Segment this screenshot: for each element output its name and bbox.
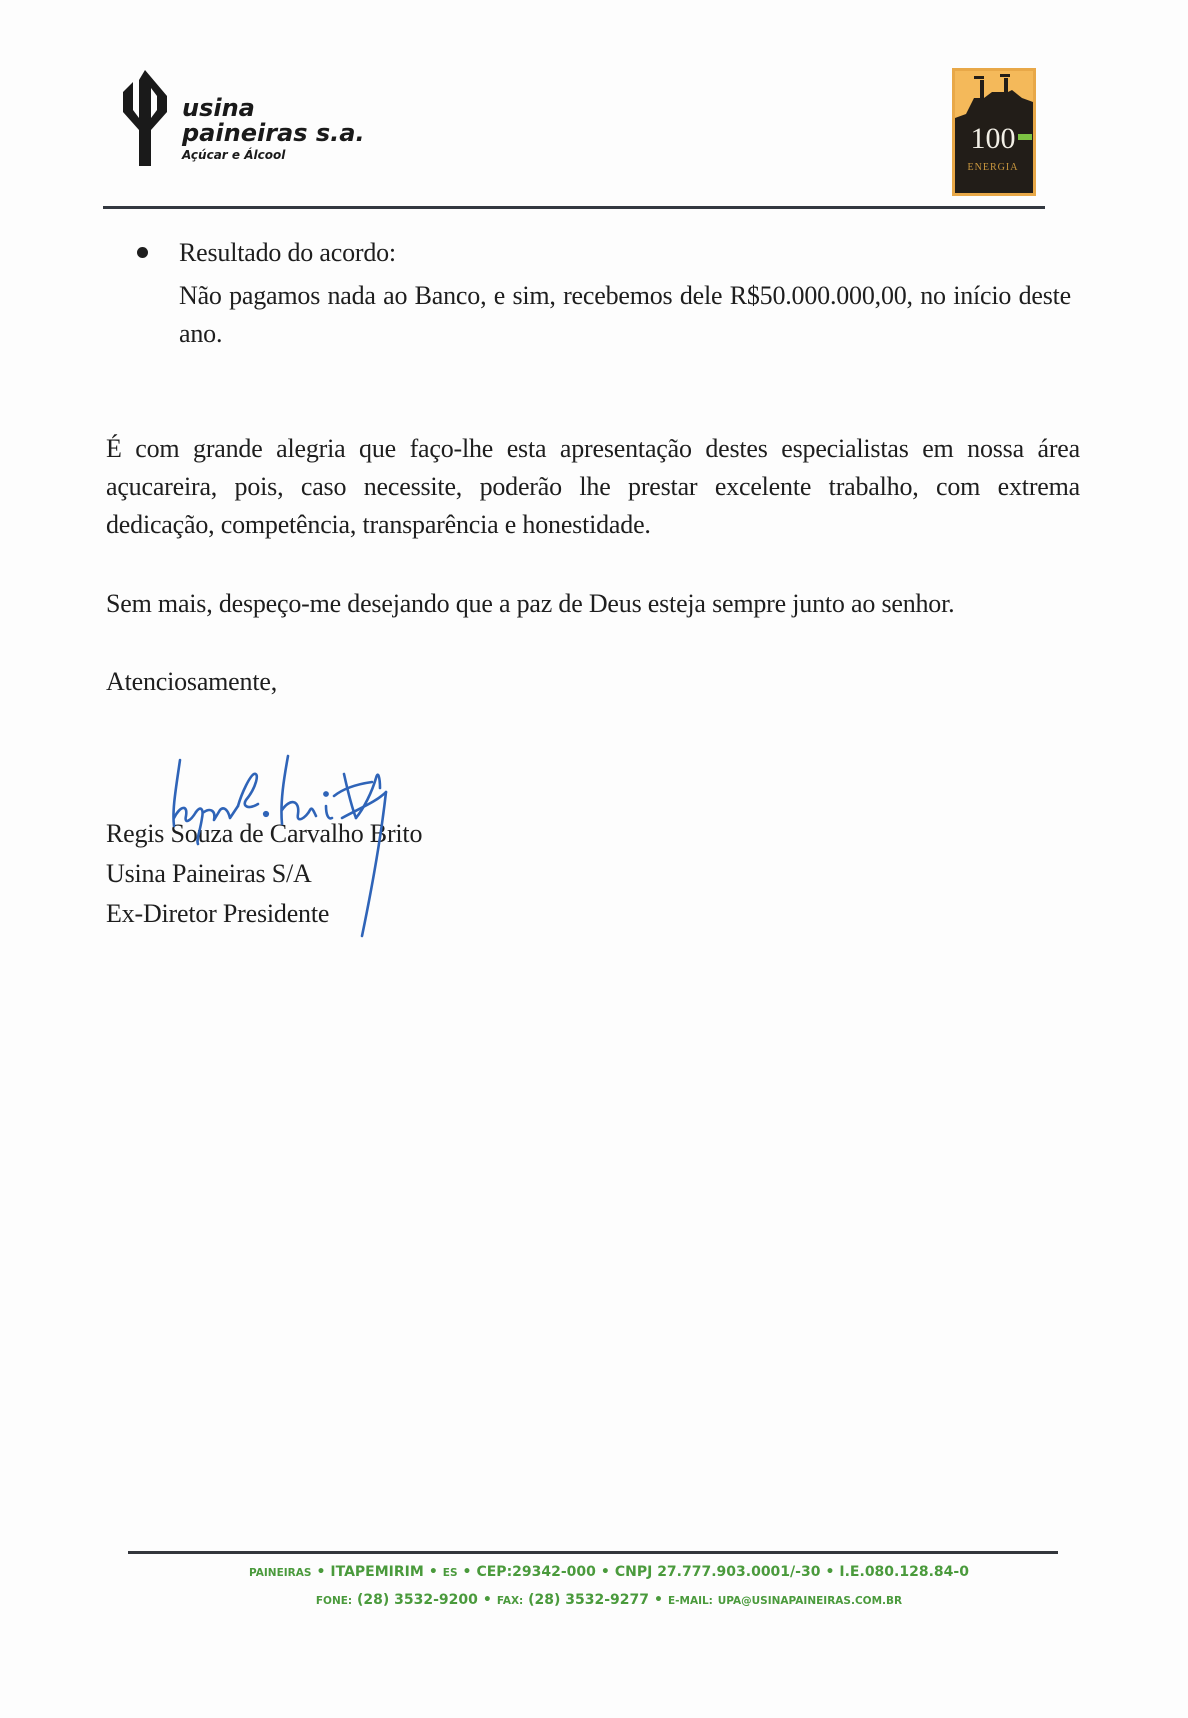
paragraph-recommendation: É com grande alegria que faço-lhe esta apresentação destes especialistas em nossa área açucareira, pois, caso necessite, poderão lhe prestar excelente trabalho, com extrema dedicação, competência, transparência e honestidade. xyxy=(106,434,1080,539)
footer-phone-label: FONE: xyxy=(315,1595,353,1607)
footer-separator: • xyxy=(462,1564,472,1580)
brand-line-2: paineiras s.a. xyxy=(182,119,365,147)
footer-separator: • xyxy=(482,1592,492,1608)
footer-phone: (28) 3532-9200 xyxy=(357,1592,478,1608)
bullet-text: Não pagamos nada ao Banco, e sim, recebemos dele R$50.000.000,00, no início deste ano. xyxy=(179,281,1071,348)
footer-fax: (28) 3532-9277 xyxy=(528,1592,650,1608)
company-brand xyxy=(182,96,365,161)
footer-separator: • xyxy=(428,1564,438,1580)
footer-state: ES xyxy=(442,1567,458,1579)
usina-paineiras-logo-icon xyxy=(115,68,171,168)
badge-word: ENERGIA xyxy=(967,162,1019,173)
badge-number: 100 xyxy=(970,122,1016,155)
footer-email-label: E-MAIL: xyxy=(667,1595,713,1607)
brand-tagline: Açúcar e Álcool xyxy=(182,148,286,162)
footer-cep: CEP:29342-000 xyxy=(476,1564,596,1580)
bullet-title: Resultado do acordo: xyxy=(179,238,396,267)
brand-line-1: usina xyxy=(182,94,255,122)
footer-address-line xyxy=(0,1564,1188,1580)
header-divider xyxy=(103,206,1045,209)
bullet-icon xyxy=(137,247,148,258)
footer-separator: • xyxy=(316,1564,326,1580)
footer-separator: • xyxy=(654,1592,663,1608)
closing-salutation: Atenciosamente, xyxy=(106,667,277,696)
centenary-badge-icon xyxy=(952,68,1036,196)
footer-separator: • xyxy=(600,1564,610,1580)
footer-cnpj: CNPJ 27.777.903.0001/-30 xyxy=(614,1564,821,1580)
paragraph-farewell: Sem mais, despeço-me desejando que a paz de Deus esteja sempre junto ao senhor. xyxy=(106,589,955,618)
footer-email-link[interactable]: UPA@USINAPAINEIRAS.COM.BR xyxy=(717,1595,903,1607)
signatory-title: Ex-Diretor Presidente xyxy=(106,899,330,928)
footer-place: PAINEIRAS xyxy=(249,1567,312,1579)
footer-city: ITAPEMIRIM xyxy=(330,1564,424,1580)
signatory-company: Usina Paineiras S/A xyxy=(106,859,312,888)
footer-ie: I.E.080.128.84-0 xyxy=(839,1564,969,1580)
signatory-name: Regis Souza de Carvalho Brito xyxy=(106,819,423,848)
footer-contact-line xyxy=(0,1592,1188,1608)
footer-divider xyxy=(128,1551,1058,1554)
footer-separator: • xyxy=(825,1564,835,1580)
footer-fax-label: FAX: xyxy=(496,1595,524,1607)
